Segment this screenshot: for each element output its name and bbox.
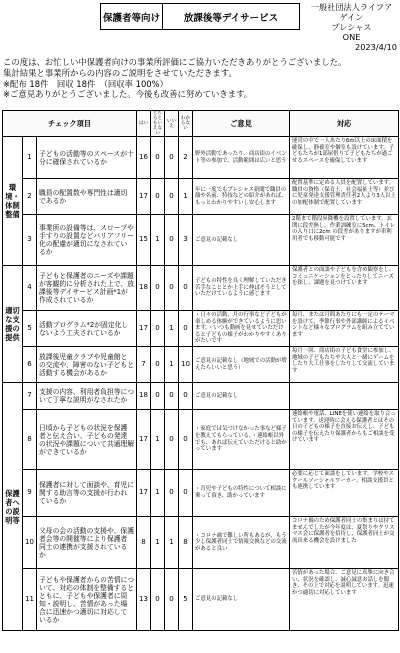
count-unknown: 0	[179, 410, 193, 470]
check-item: 事業所の設備等は、スロープや手すりの設置などバリアフリー化の配慮が適切になされているか	[37, 215, 137, 266]
count-neither: 1	[151, 517, 165, 569]
row-number: 5	[23, 311, 37, 347]
response-cell: 毎月一回、商店街の子ども食堂に参加し、地域の子どもたちや大人と一緒にゲームをしたり大工仕事をしたりして交流しています	[290, 347, 399, 383]
intro-line: ※ご意見ありがとうございました。今後も改善に努めていきます。	[3, 89, 253, 100]
table-row	[3, 517, 399, 569]
count-no: 0	[165, 470, 179, 517]
response-cell: 連絡帳や電話、LINEを使い連絡を取り合っています。送迎時に会える保護者とはその日の子どもの様子を直接お伝えし、子どもの様子を伝えたり保護者からもご相談を受けています	[290, 410, 399, 470]
category-support: 適切な支援の提供	[3, 266, 23, 383]
count-yes: 18	[137, 266, 151, 311]
count-no: 1	[165, 517, 179, 569]
count-unknown: 3	[179, 215, 193, 266]
header-box	[100, 3, 300, 30]
count-no: 0	[165, 137, 179, 179]
header-no: いいえ	[165, 111, 179, 137]
header-check-item: チェック項目	[3, 111, 137, 137]
table-row	[3, 470, 399, 517]
org-line: プレシャス	[331, 22, 372, 32]
check-item: 職員の配置数や専門性は適切であるか	[37, 179, 137, 215]
count-neither: 0	[151, 383, 165, 410]
count-yes: 16	[137, 137, 151, 179]
opinion-cell: ・コロナ禍で難しい所もあるが、もう少し保護者同士で情報交換などの交流があると良い	[193, 517, 290, 569]
org-line: ゲイン	[339, 12, 364, 22]
count-neither: 0	[151, 266, 165, 311]
count-neither: 0	[151, 569, 165, 631]
opinion-cell: ・日々の活動、月の行事など子どもが楽しめる体験ができているように思います。・いつも動画を見せていただけると子どもの様子がわかりやすくありがたいです	[193, 311, 290, 347]
count-yes: 17	[137, 179, 151, 215]
count-yes: 17	[137, 311, 151, 347]
count-unknown: 5	[179, 569, 193, 631]
row-number: 3	[23, 215, 37, 266]
document-date: 2023/4/10	[355, 42, 397, 52]
response-cell: 運営の中で一人あたり6m以上の床面積を確保し、静養室や個室も設けています。子どもたちが1部屋借りて子どもたちが過ごせるスペースを確保しています	[290, 137, 399, 179]
count-unknown: 0	[179, 383, 193, 410]
response-cell: 毎月、または月間あたりにも一定のテーマを設けて、季節行事や外部講師によるイベントなど様々なプログラムを組み立てています	[290, 311, 399, 347]
row-number: 2	[23, 179, 37, 215]
header-label-service: 放課後等デイサービス	[183, 12, 279, 24]
table-row	[3, 179, 399, 215]
check-item: 父母の会の活動の支援や、保護者会等の開催等により保護者同士の連携が支援されているか	[37, 517, 137, 569]
opinion-cell: 年に一度でもプレシャス新聞で職員の顔や名前、特技などの紹介があれば、もっとわかりやすいし安心します	[193, 179, 290, 215]
intro-line: この度は、お忙しい中保護者向けの事業所評価にご協力いただきありがとうございました。	[3, 57, 347, 67]
count-unknown: 0	[179, 266, 193, 311]
row-number: 7	[23, 383, 37, 410]
header-neither: どちらともいえない	[151, 111, 165, 137]
row-number: 4	[23, 266, 37, 311]
count-no: 1	[165, 347, 179, 383]
count-yes: 15	[137, 215, 151, 266]
header-unknown: わからない	[179, 111, 193, 137]
response-cell: 配置基準に定める人員を配置しています。職員の資格（保育士、社会福祉士等）並びに児童発達支援管理責任者2人より3人以上の加配体制で配置しています	[290, 179, 399, 215]
row-number: 10	[23, 517, 37, 569]
table-header-row	[3, 111, 399, 137]
header-response: 対応	[290, 111, 399, 137]
count-neither: 1	[151, 470, 165, 517]
check-item: 支援の内容、利用者負担等について丁寧な説明がなされたか	[37, 383, 137, 410]
table-row	[3, 266, 399, 311]
response-cell: 苦情があった場合、ご意見に真摯に向き合い、状況を確認し、誠心誠意お話しを聞き、その上で対応を説明しています。迅速かつ適切に対応しています	[290, 569, 399, 631]
category-explanation: 保護者への説明等	[3, 383, 23, 631]
header-yes: はい	[137, 111, 151, 137]
count-unknown: 0	[179, 470, 193, 517]
header-label-target: 保護者等向け	[101, 4, 163, 29]
table-row	[3, 569, 399, 631]
intro-line: 集計結果と事業所からの内容のご説明をさせていただきます。	[3, 67, 237, 78]
table-row	[3, 410, 399, 470]
response-cell: 保護者との面談や子どもを含め観察をし、コミュニケーションをとったりしてニーズを探し、課題を見つけています	[290, 266, 399, 311]
count-no: 1	[165, 311, 179, 347]
opinion-cell: ご意見の記載なし	[193, 215, 290, 266]
count-no: 0	[165, 569, 179, 631]
row-number: 1	[23, 137, 37, 179]
table-row	[3, 137, 399, 179]
count-yes: 7	[137, 347, 151, 383]
intro-text	[3, 57, 397, 100]
count-yes: 17	[137, 410, 151, 470]
count-no: 0	[165, 410, 179, 470]
organization-name	[305, 2, 398, 42]
check-item: 子どもの活動等のスペースが十分に確保されているか	[37, 137, 137, 179]
count-no: 0	[165, 215, 179, 266]
count-no: 0	[165, 266, 179, 311]
count-neither: 0	[151, 311, 165, 347]
opinion-cell: 子どもの特性を良く理解していただき苦手なこととか上手に伸ばそうとしていただけているように感じます	[193, 266, 290, 311]
count-unknown: 1	[179, 179, 193, 215]
row-number: 9	[23, 470, 37, 517]
count-yes: 13	[137, 569, 151, 631]
org-line: 一般社団法人ライフア	[310, 2, 393, 12]
check-item: 子どもと保護者のニーズや課題が客観的に分析された上で、放課後等デイサービス計画*1が作成されているか	[37, 266, 137, 311]
table-row	[3, 215, 399, 266]
check-item: 活動プログラム*2が固定化しないよう工夫されているか	[37, 311, 137, 347]
intro-line: ※配布 18件 回収 18件 （回収率 100%）	[3, 78, 168, 89]
org-line: ONE	[342, 32, 361, 42]
count-no: 0	[165, 179, 179, 215]
table-row	[3, 383, 399, 410]
header-opinion: ご意見	[193, 111, 290, 137]
count-neither: 1	[151, 215, 165, 266]
row-number: 8	[23, 410, 37, 470]
count-unknown: 0	[179, 311, 193, 347]
opinion-cell: ご意見の記載なし	[193, 383, 290, 410]
table-row	[3, 347, 399, 383]
response-cell	[290, 383, 399, 410]
check-item: 日頃から子どもの状況を保護者と伝え合い、子どもの発達の状況や課題について共通理解ができているか	[37, 410, 137, 470]
category-environment: 環境・体制整備	[3, 137, 23, 266]
response-cell: 2階まで階段昇降機を設置しています。玄関に段差無し。作業訓練室に5cm、トイレの入り口に2cm の段差がありますが車利用者でも移動可能です	[290, 215, 399, 266]
check-item: 保護者に対して面談や、育児に関する助言等の支援が行われているか	[37, 470, 137, 517]
check-item: 子どもや保護者からの苦情について、対応の体制を整備するとともに、子どもや保護者に周知・説明し、苦情があった場合に迅速かつ適切に対応しているか	[37, 569, 137, 631]
check-item: 放課後児童クラブや児童館との交流や、障害のない子どもと活動する機会があるか	[37, 347, 137, 383]
count-yes: 8	[137, 517, 151, 569]
count-no: 0	[165, 383, 179, 410]
count-unknown: 2	[179, 137, 193, 179]
response-cell: コロナ禍のため保護者同士の集まりは持てませんでしたが今年度は、夏祭りやクリスマス会に保護者を招待し、保護者同士が交流出来る機会を設けました	[290, 517, 399, 569]
opinion-cell: ご意見の記載なし	[193, 569, 290, 631]
table-row	[3, 311, 399, 347]
count-yes: 18	[137, 383, 151, 410]
opinion-cell: ・育児や子どもの特性について相談に乗って頂き、助かっています	[193, 470, 290, 517]
count-unknown: 8	[179, 517, 193, 569]
opinion-cell: 野外活動であったり、商店街のイベント等の参加で、活動範囲は広いと思う	[193, 137, 290, 179]
count-unknown: 10	[179, 347, 193, 383]
count-neither: 1	[151, 410, 165, 470]
count-neither: 0	[151, 137, 165, 179]
row-number: 6	[23, 347, 37, 383]
response-cell: 必要に応じて面談をしています。学校やスクールソーシャルワーカー、相談支援員とも連携しています	[290, 470, 399, 517]
opinion-cell: ご意見の記載なし（地域での活動が増えたらいいと思う）	[193, 347, 290, 383]
row-number: 11	[23, 569, 37, 631]
count-neither: 0	[151, 179, 165, 215]
count-neither: 0	[151, 347, 165, 383]
count-yes: 17	[137, 470, 151, 517]
evaluation-table	[2, 110, 399, 631]
opinion-cell: ・家庭では気づけなかった事など様子を教えてもらっている。・連絡帳以外でも、あれば伝えていただけると助かっています	[193, 410, 290, 470]
